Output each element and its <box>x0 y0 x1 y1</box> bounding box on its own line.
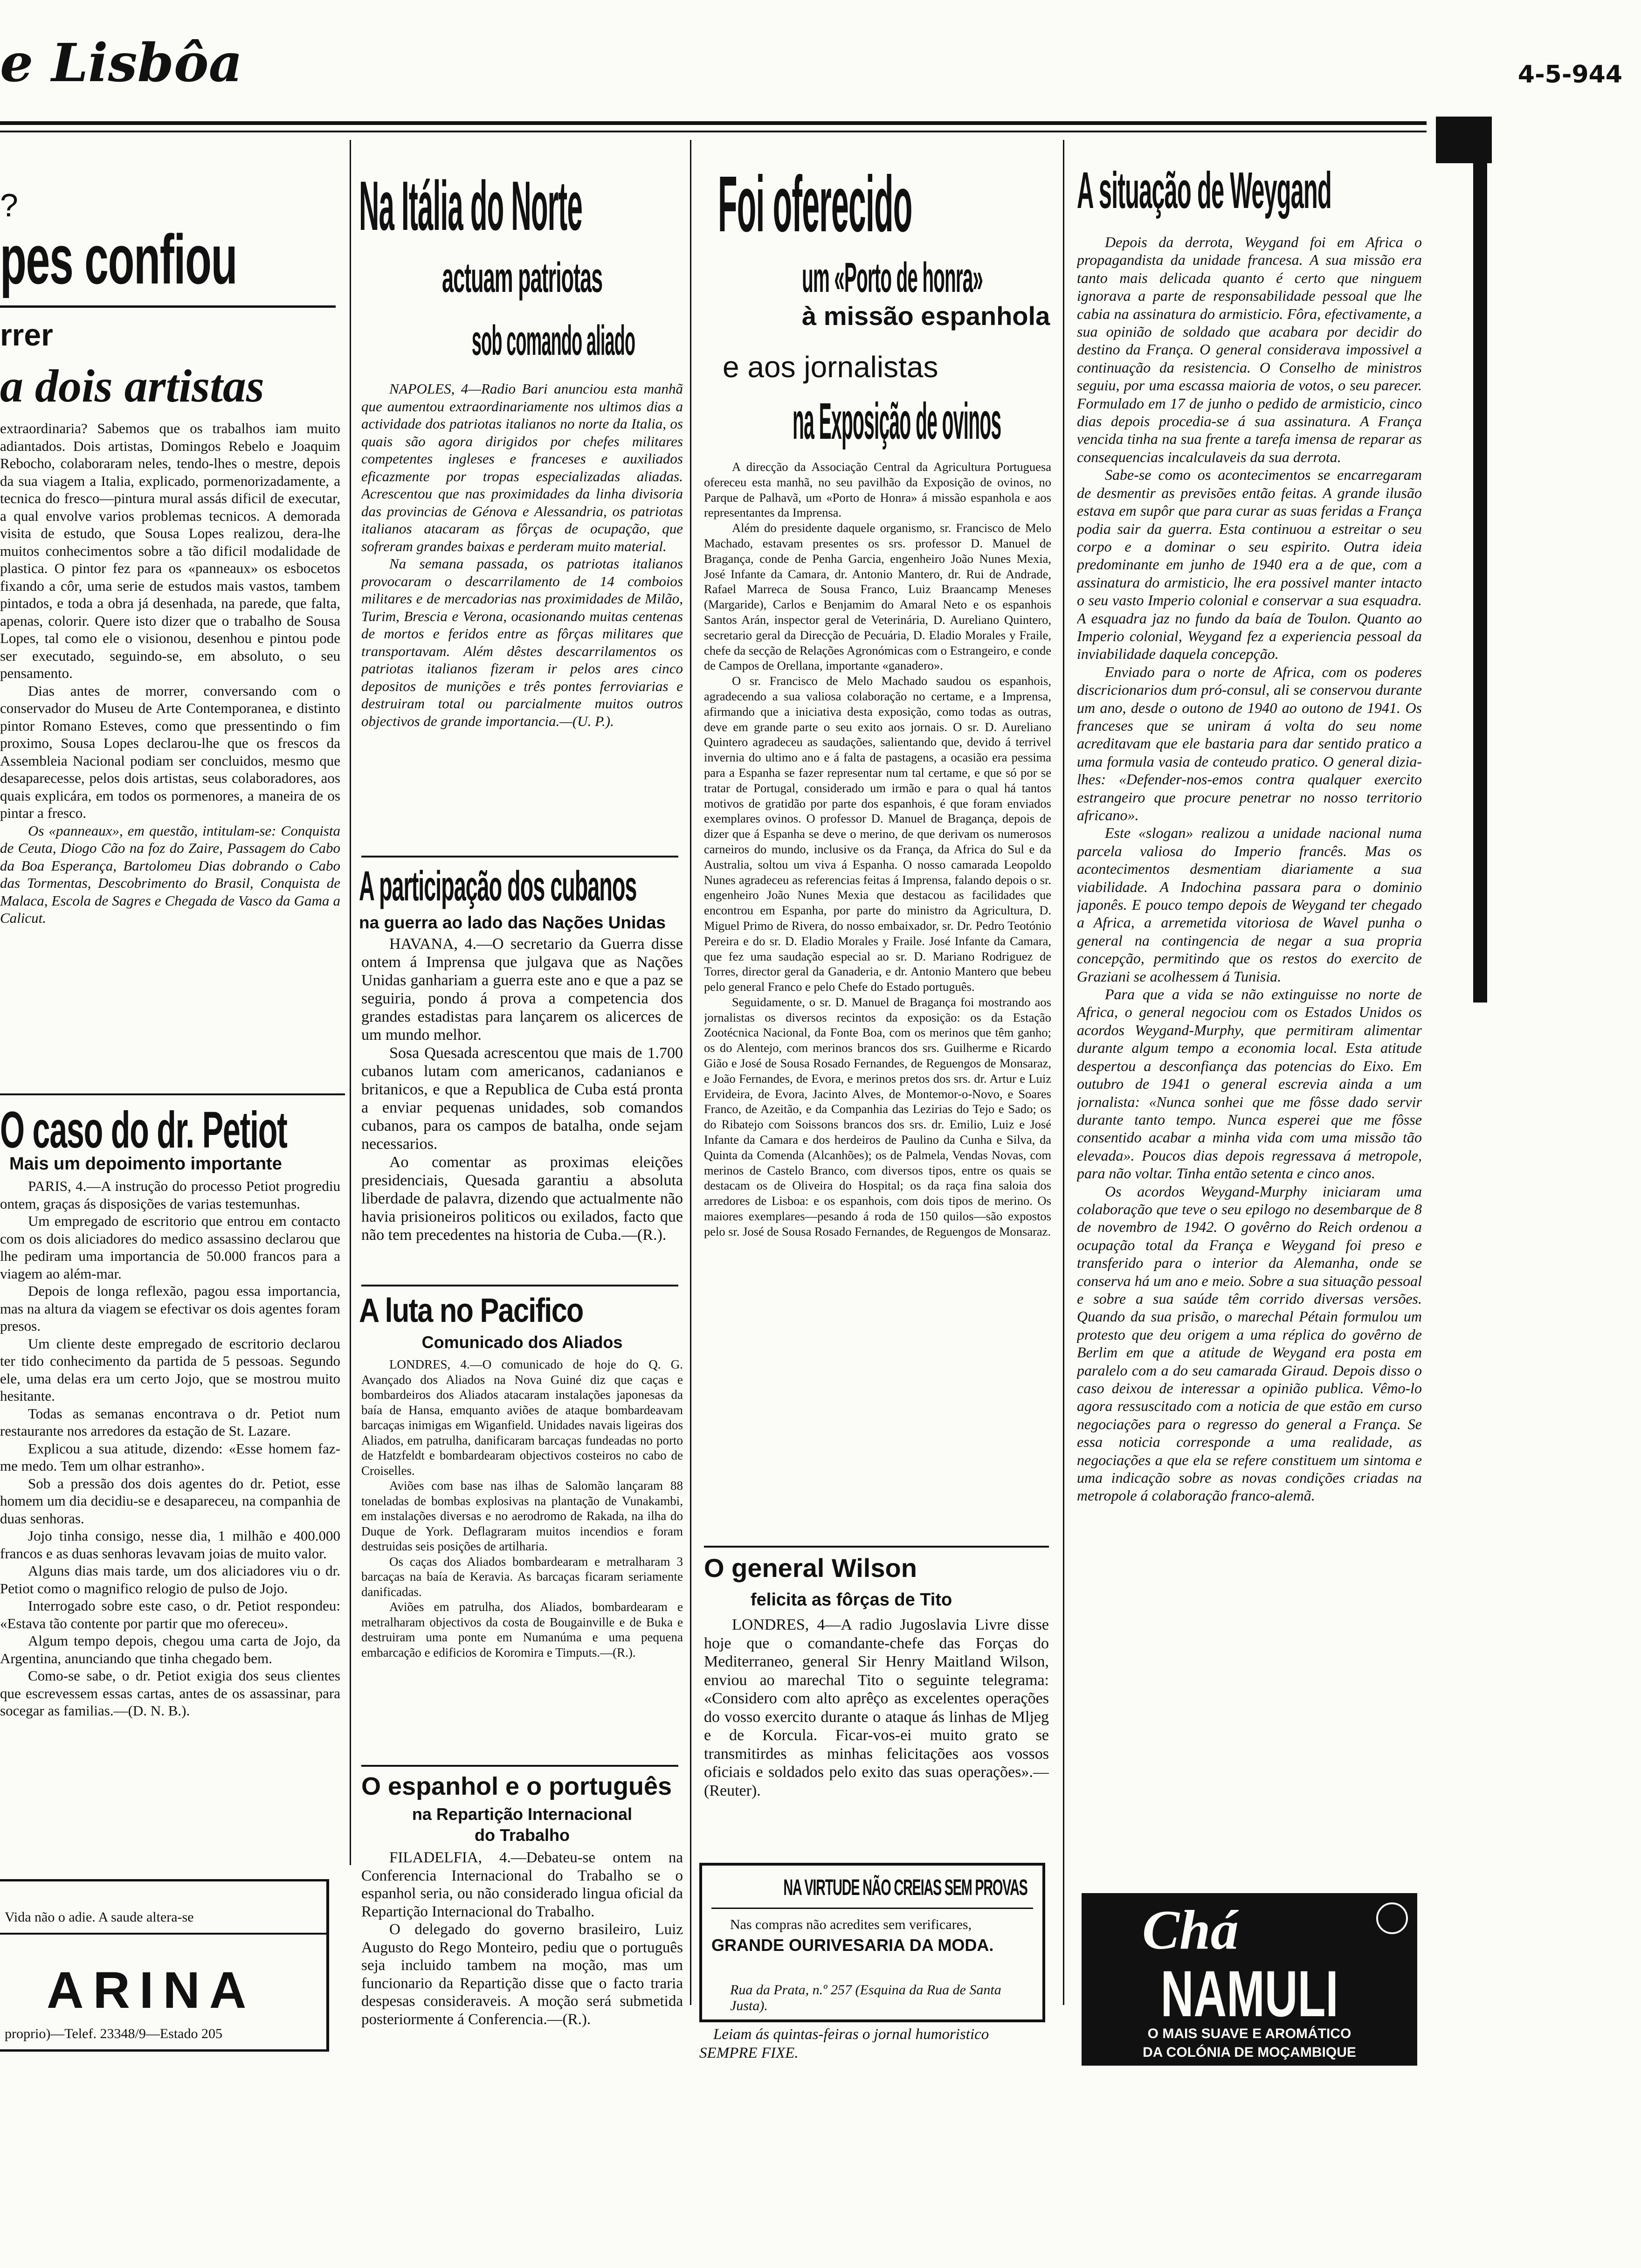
subheadline-missao: à missão espanhola <box>802 301 1050 331</box>
column-divider <box>350 140 351 1865</box>
header-rule-bottom <box>0 131 1427 132</box>
seal-icon <box>1376 1902 1408 1934</box>
rule <box>361 856 678 857</box>
ad-arina-name: ARINA <box>47 1962 256 2019</box>
subheadline: rrer <box>0 318 53 352</box>
header-rule-top <box>0 121 1427 125</box>
note-sempre-fixe-1: Leiam ás quintas-feiras o jornal humoristico <box>713 2026 989 2043</box>
subheadline-italia-2: sob comando aliado <box>471 318 635 364</box>
newspaper-title: e Lisbôa <box>0 33 243 94</box>
ad-arina-line1: Vida não o adie. A saude altera-se <box>5 1909 194 1925</box>
fragment-question: ? <box>0 187 18 223</box>
ad-arina <box>0 1879 329 2052</box>
subheadline-espanhol-1: na Repartição Internacional <box>412 1805 633 1824</box>
subheadline-italia-1: actuam patriotas <box>441 255 603 301</box>
article-ovinos: A direcção da Associação Central da Agricultura Portuguesa ofereceu esta manhã, no seu pavilhão da Exposição de ovinos, no Parque de Palhavã, um «Porto de Honra» á missão espanhola e aos representantes da Imprensa. Além do presidente daquele organismo, sr. Francisco de Melo Machado, estavam presentes os srs. professor D. Manuel de Bragança, conde de Penha Garcia, engenheiro João Nunes Mexia, José Infante da Camara, dr. Antonio Mantero, dr. Rui de Andrade, Rafael Marreca de Sousa Franco, Luiz Braancamp Meneses (Margaride), Carlos e Benjamim do Amaral Neto e os espanhois Santos Arán, inspector geral de Veterinária, D. Aureliano Quintero, secretario geral da Direcção de Pecuária, D. Eladio Morales y Fraile, chefe da secção de Relações Agronómicas com o Estrangeiro, e conde de Campos de Orellana, importante «ganadero». O sr. Francisco de Melo Machado saudou os espanhois, agradecendo a sua valiosa colaboração no certame, e a Imprensa, afirmando que a iniciativa desta exposição, como todas as outras, deve em grande parte o seu exito aos jornais. O sr. D. Aureliano Quintero agradeceu as saudações, salientando que, devido á terrivel invernia do ultimo ano e á falta de pastagens, a ocasião era pessima para a Espanha se fazer representar num tal certame, e que só por se tratar de Portugal, considerado um irmão e para o qual há tantos motivos de gratidão por parte dos espanhois, é que foram enviados exemplares ovinos. O professor D. Manuel de Bragança, depois de dizer que á Espanha se deve o merino, de que derivam os numerosos carneiros do mundo, inclusive os da França, da Africa do Sul e da Australia, soltou um viva á Espanha. O nosso camarada Leopoldo Nunes agradeceu as referencias feitas á Imprensa, falando depois o sr. engenheiro João Nunes Mexia que destacou as facilidades que encontrou em Espanha, por parte do ministro da Agricultura, D. Miguel Primo de Rivera, do nosso embaixador, sr. Dr. Pedro Teotónio Pereira e do sr. D. Eladio Morales y Fraile. José Infante da Camara, que fez uma saudação especial ao sr. D. Mariano Rodriguez de Torres, director geral da Ganaderia, e dr. Antonio Mantero que bebeu pelo general Franco e pelo Chefe do Estado português. Seguidamente, o sr. D. Manuel de Bragança foi mostrando aos jornalistas os diversos recintos da exposição: os da Estação Zootécnica Nacional, da Fonte Boa, com os merinos que têm ganho; os do Alentejo, com merinos brancos dos srs. Guilherme e Ricardo Gião e José de Sousa Rosado Fernandes, de Reguengos de Monsaraz, e João Fernandes, de Evora, e merinos pretos dos srs. dr. Artur e Luiz Ervideira, de Evora, Jacinto Alves, de Montemor-o-Novo, e Soares Franco, de Azeitão, e da Companhia das Lezirias do Tejo e Sado; os do Ribatejo com Soissons brancos dos srs. dr. Emilio, Luiz e José Infante da Camara e dos herdeiros de Paulino da Cunha e Silva, da Quinta da Comenda (Alcanhões); os de Palmela, Vendas Novas, com merinos de Castelo Branco, com diversos tipos, entre os quais se destacam os de Oliveira do Hospital; os da raça fina saloia dos arredores de Lisboa: e os espanhois, com dois tipos de merino. Os maiores exemplares—pesando á roda de 150 quilos—são expostos pelo sr. José de Sousa Rosado Fernandes, de Reguengos de Monsaraz. <box>704 460 1051 1238</box>
subheadline-pacifico: Comunicado dos Aliados <box>421 1333 623 1352</box>
article-petiot: PARIS, 4.—A instrução do processo Petiot progrediu ontem, graças ás disposições de varias testemunhas. Um empregado de escritorio que entrou em contacto com os dois aliciadores do medico assassino declarou que lhe pediram uma importancia de 50.000 francos para a viagem ao além-mar. Depois de longa reflexão, pagou essa importancia, mas na altura da viagem se efectivar os dois agentes foram presos. Um cliente deste empregado de escritorio declarou ter tido conhecimento da partida de 5 pessoas. Segundo ele, uma delas era um certo Jojo, que se mostrou muito hesitante. Todas as semanas encontrava o dr. Petiot num restaurante nos arredores da estação de St. Lazare. Explicou a sua atitude, dizendo: «Esse homem faz-me medo. Tem um olhar estranho». Sob a pressão dos dois agentes do dr. Petiot, esse homem um dia decidiu-se e desapareceu, na companhia de duas senhoras. Jojo tinha consigo, nesse dia, 1 milhão e 400.000 francos e as duas senhoras levavam joias de muito valor. Alguns dias mais tarde, um dos aliciadores viu o dr. Petiot como o magnifico relogio de pulso de Jojo. Interrogado sobre este caso, o dr. Petiot respondeu: «Estava tão contente por partir que mo ofereceu». Algum tempo depois, chegou uma carta de Jojo, da Argentina, anunciando que tinha chegado bem. Como-se sabe, o dr. Petiot exigia dos seus clientes que escrevessem essas cartas, antes de os assassinar, para socegar as familias.—(D. N. B.). <box>0 1178 340 1719</box>
headline-pacifico: A luta no Pacifico <box>359 1292 583 1329</box>
headline-petiot: O caso do dr. Petiot <box>0 1101 287 1156</box>
edge-black-bar <box>1436 117 1492 163</box>
subheadline-porto-honra: um «Porto de honra» <box>802 255 983 301</box>
headline-sousa-lopes: pes confiou <box>0 220 237 298</box>
subheadline-jornalistas: e aos jornalistas <box>723 350 938 384</box>
subheadline-petiot: Mais um depoimento importante <box>9 1154 282 1174</box>
headline-italia: Na Itália do Norte <box>359 166 583 240</box>
ad-ourivesaria-line1: Nas compras não acredites sem verificares, <box>730 1917 972 1932</box>
headline-espanhol: O espanhol e o português <box>361 1772 672 1800</box>
article-cubanos: HAVANA, 4.—O secretario da Guerra disse ontem á Imprensa que julgava que as Nações Unidas ganhariam a guerra este ano e que a paz se seguiria, pondo á prova a competencia dos grandes estadistas para lançarem os alicerces de um mundo melhor. Sosa Quesada acrescentou que mais de 1.700 cubanos lutam com americanos, cadanianos e britanicos, e que a Republica de Cuba está pronta a enviar pequenas unidades, sob comandos cubanos, para os campos de batalha, onde sejam necessarios. Ao comentar as proximas eleições presidenciais, Quesada garantiu a absoluta liberdade de palavra, dizendo que actualmente não havia prisioneiros politicos ou exilados, facto que não tem precedentes na historia de Cuba.—(R.). <box>361 935 683 1244</box>
article-espanhol: FILADELFIA, 4.—Debateu-se ontem na Conferencia Internacional do Trabalho se o espanhol seria, ou não considerado lingua oficial da Repartição Internacional do Trabalho. O delegado do governo brasileiro, Luiz Augusto do Rego Monteiro, pediu que o português seja incluido tambem na moção, mas um funcionario da Repartição disse que o facto traria despesas consideraveis. A moção será submetida posteriormente á Conferencia.—(R.). <box>361 1849 683 2028</box>
article-wilson: LONDRES, 4—A radio Jugoslavia Livre disse hoje que o comandante-chefe das Forças do Mediterraneo, general Sir Henry Maitland Wilson, enviou ao marechal Tito o seguinte telegrama: «Considero com alto aprêço as excelentes operações do vosso exercito durante o ataque ás linhas de Mljeg e de Korcula. Ficar-vos-ei muito grato se transmitirdes as minhas felicitações aos vossos oficiais e soldados pelo exito das suas operações».—(Reuter). <box>704 1616 1049 1799</box>
ad-cha-namuli <box>1082 1893 1417 2066</box>
headline-wilson: O general Wilson <box>704 1553 917 1583</box>
issue-date: 4-5-944 <box>1517 61 1622 89</box>
subheadline-exposicao: na Exposição de ovinos <box>793 393 1001 450</box>
rule <box>0 305 336 308</box>
ad-cha-tag1: O MAIS SUAVE E AROMÁTICO <box>1147 2026 1351 2041</box>
article-sousa-lopes: extraordinaria? Sabemos que os trabalhos iam muito adiantados. Dois artistas, Domingos Rebelo e Joaquim Rebocho, colaboraram neles, tendo-lhes o mestre, depois da sua viagem a Italia, explicado, pormenorizadamente, a tecnica do fresco—pintura mural assás dificil de executar, a qual envolve varios problemas tecnicos. A demorada visita de estudo, que Sousa Lopes realizou, dera-lhe muitos conhecimentos sobre a tão dificil modalidade de plastica. O pintor fez para os «panneaux» os esbocetos fixando a côr, uma serie de estudos mais vastos, tambem pintados, e toda a obra já desenhada, na parede, que falta, apenas, colorir. Quere isto dizer que o trabalho de Sousa Lopes, tal como ele o visionou, desenhou e pintou pode ser executado, seguindo-se, em absoluto, o seu pensamento. Dias antes de morrer, conversando com o conservador do Museu de Arte Contemporanea, e distinto pintor Romano Esteves, como que pressentindo o fim proximo, Sousa Lopes declarou-lhe que os frescos da Assembleia Nacional podiam ser concluidos, mesmo que desaparecesse, pelos dois artistas, seus colaboradores, aos quais explicára, em todos os pormenores, a maneira de os pintar a fresco. Os «panneaux», em questão, intitulam-se: Conquista de Ceuta, Diogo Cão na foz do Zaire, Passagem do Cabo da Boa Esperança, Bartolomeu Dias dobrando o Cabo das Tormentas, Descobrimento do Brasil, Conquista de Malaca, Escola de Sagres e Chegada de Vasco da Gama a Calicut. <box>0 420 340 926</box>
headline-weygand: A situação de Weygand <box>1077 162 1331 219</box>
ad-ourivesaria <box>699 1863 1045 2022</box>
ad-rule <box>711 1908 1033 1909</box>
subheadline-wilson: felicita as fôrças de Tito <box>751 1590 952 1610</box>
column-divider <box>1063 140 1064 2005</box>
column-divider <box>690 140 691 2005</box>
note-sempre-fixe-2: SEMPRE FIXE. <box>699 2045 799 2061</box>
rule <box>361 1285 678 1286</box>
ad-ourivesaria-line3: Rua da Prata, n.º 257 (Esquina da Rua de Santa Justa). <box>730 1982 1001 2013</box>
ad-cha-tag2: DA COLÓNIA DE MOÇAMBIQUE <box>1143 2045 1356 2060</box>
rule <box>361 1765 678 1767</box>
article-weygand: Depois da derrota, Weygand foi em Africa o propagandista da unidade francesa. A sua missão era tanto mais delicada quanto é certo que ninguem ignorava a parte de responsabilidade pessoal que lhe cabia na assinatura do armisticio. Fôra, efectivamente, a sua opinião de soldado que acabara por decidir do destino da França. O general considerava impossivel a continuação da resistencia. O Conselho de ministros seguiu, por uma escassa maioria de votos, o seu parecer. Formulado em 17 de junho o pedido de armisticio, cinco dias depois procedia-se á sua assinatura. A França vencida tinha na sua frente a tarefa imensa de reparar as consequencias incalculaveis da sua derrota. Sabe-se como os acontecimentos se encarregaram de desmentir as previsões então feitas. A grande ilusão estava em supôr que para curar as suas feridas a França podia sair da guerra. Esta continuou a estreitar o seu corpo e a dominar o seu espirito. Outra ideia predominante em junho de 1940 era a de que, com a assinatura do armisticio, lhe era possivel manter intacto o seu vasto Imperio colonial e conservar a sua esquadra. A esquadra jaz no fundo da baía de Toulon. Quanto ao Imperio colonial, Weygand fez a experiencia pessoal da inviabilidade daquela concepção. Enviado para o norte de Africa, com os poderes discricionarios dum pró-consul, ali se conservou durante um ano, desde o outono de 1940 ao outono de 1941. Os franceses que se uniram á volta do seu nome acreditavam que ele bastaria para dar sentido pratico a uma formula vasia de conteudo pratico. O general dizia-lhes: «Defender-nos-emos contra qualquer exercito estrangeiro que procure penetrar no nosso territorio africano». Este «slogan» realizou a unidade nacional numa parcela valiosa do Imperio francês. Mas os acontecimentos desmentiam diariamente a sua viabilidade. A Indochina passara para o dominio japonês. E pouco tempo depois de Weygand ter chegado a Africa, a arremetida vitoriosa de Wavel punha o general na contingencia de negar a sua propria concepção, permitindo que os restos do exercito de Graziani se acolhessem á Tunisia. Para que a vida se não extinguisse no norte de Africa, o general negociou com os Estados Unidos os acordos Weygand-Murphy, que permitiram alimentar durante algum tempo a economia local. Esta atitude despertou a desconfiança das potencias do Eixo. Em outubro de 1941 o general escrevia ainda a um jornalista: «Nunca sonhei que me fôsse dado servir durante tanto tempo. Nunca esperei que me fôsse consentido acabar a minha vida com uma missão tão elevada». Poucos dias depois regressava á metropole, para não voltar. Tinha então setenta e cinco anos. Os acordos Weygand-Murphy iniciaram uma colaboração que teve o seu epilogo no desembarque de 8 de novembro de 1942. O govêrno do Reich ordenou a ocupação total da França e Weygand foi preso e transferido para o interior da Alemanha, onde se conserva há um ano e meio. Sobre a sua situação pessoal e sobre a sua saúde têm corrido diversas versões. Quando da sua prisão, o marechal Pétain formulou um protesto que deu origem a uma réplica do govêrno de Berlim em que a atitude de Weygand era posta em paralelo com a do seu camarada Giraud. Depois disso o caso deixou de interessar a opinião publica. Vêmo-lo agora ressuscitado com a noticia de que estão em curso negociações para o regresso do general a França. Se essa noticia corresponde a uma realidade, as negociações a que ela se refere constituem um sintoma e uma indicação sobre as novas condições criadas na metropole á colaboração franco-alemã. <box>1077 234 1422 1504</box>
article-pacifico: LONDRES, 4.—O comunicado de hoje do Q. G. Avançado dos Aliados na Nova Guiné diz que caças e bombardeiros dos Aliados atacaram instalações japonesas da baía de Hansa, emquanto aviões de ataque bombardeavam barcaças inimigas em Wiganfield. Unidades navais ligeiras dos Aliados, em patrulha, danificaram barcaças fundeadas no porto de Hatzfeldt e bombardearam objectivos costeiros no cabo de Croiselles. Aviões com base nas ilhas de Salomão lançaram 88 toneladas de bombas explosivas na plantação de Vunakambi, em instalações diversas e no aerodromo de Rakada, na ilha do Duque de York. Deflagraram muitos incendios e foram destruidas seis posições de artilharia. Os caças dos Aliados bombardearam e metralharam 3 barcaças na baía de Keravia. As barcaças ficaram seriamente danificadas. Aviões em patrulha, dos Aliados, bombardearam e metralharam objectivos da costa de Bougainville e de Buka e destruiram uma ponte em Numanúma e uma pequena embarcação e edificios de Koromira e Timputs.—(R.). <box>361 1357 683 1660</box>
headline-foi-oferecido: Foi oferecido <box>718 160 912 247</box>
subheadline-italic: a dois artistas <box>0 360 264 412</box>
ad-rule <box>0 1933 326 1935</box>
article-italia: NAPOLES, 4—Radio Bari anunciou esta manhã que aumentou extraordinariamente nos ultimos dias a actividade dos patriotas italianos no norte da Italia, os quais são agora dirigidos por chefes militares competentes ingleses e franceses e auxiliados eficazmente por tropas especializadas aliadas. Acrescentou que nas proximidades da linha divisoria das provincias de Génova e Alessandria, os patriotas italianos atacaram as fôrças de ocupação, que sofreram grandes baixas e perderam muito material. Na semana passada, os patriotas italianos provocaram o descarrilamento de 14 comboios militares e de mercadorias nas proximidades de Milão, Turim, Brescia e Verona, ocasionando muitas centenas de mortos e feridos entre as fôrças militares que transportavam. Além dêstes descarrilamentos os patriotas italianos fizeram ir pelos ares cinco depositos de munições e três pontes ferroviarias e destruiram total ou parcialmente muitos outros objectivos de grande importancia.—(U. P.). <box>361 380 683 729</box>
ad-ourivesaria-title: NA VIRTUDE NÃO CREIAS SEM PROVAS <box>783 1875 1027 1900</box>
ad-cha-name: NAMULI <box>1160 1957 1338 2021</box>
edge-black-strip <box>1473 163 1487 1003</box>
ad-arina-line2: proprio)—Telef. 23348/9—Estado 205 <box>5 2026 222 2041</box>
subheadline-espanhol-2: do Trabalho <box>474 1825 570 1845</box>
headline-cubanos: A participação dos cubanos <box>359 863 637 910</box>
rule <box>0 1093 345 1095</box>
ad-ourivesaria-line2: GRANDE OURIVESARIA DA MODA. <box>711 1936 994 1955</box>
subheadline-cubanos: na guerra ao lado das Nações Unidas <box>359 913 666 932</box>
ad-cha-brand: Chá <box>1142 1899 1239 1961</box>
rule <box>704 1546 1049 1548</box>
